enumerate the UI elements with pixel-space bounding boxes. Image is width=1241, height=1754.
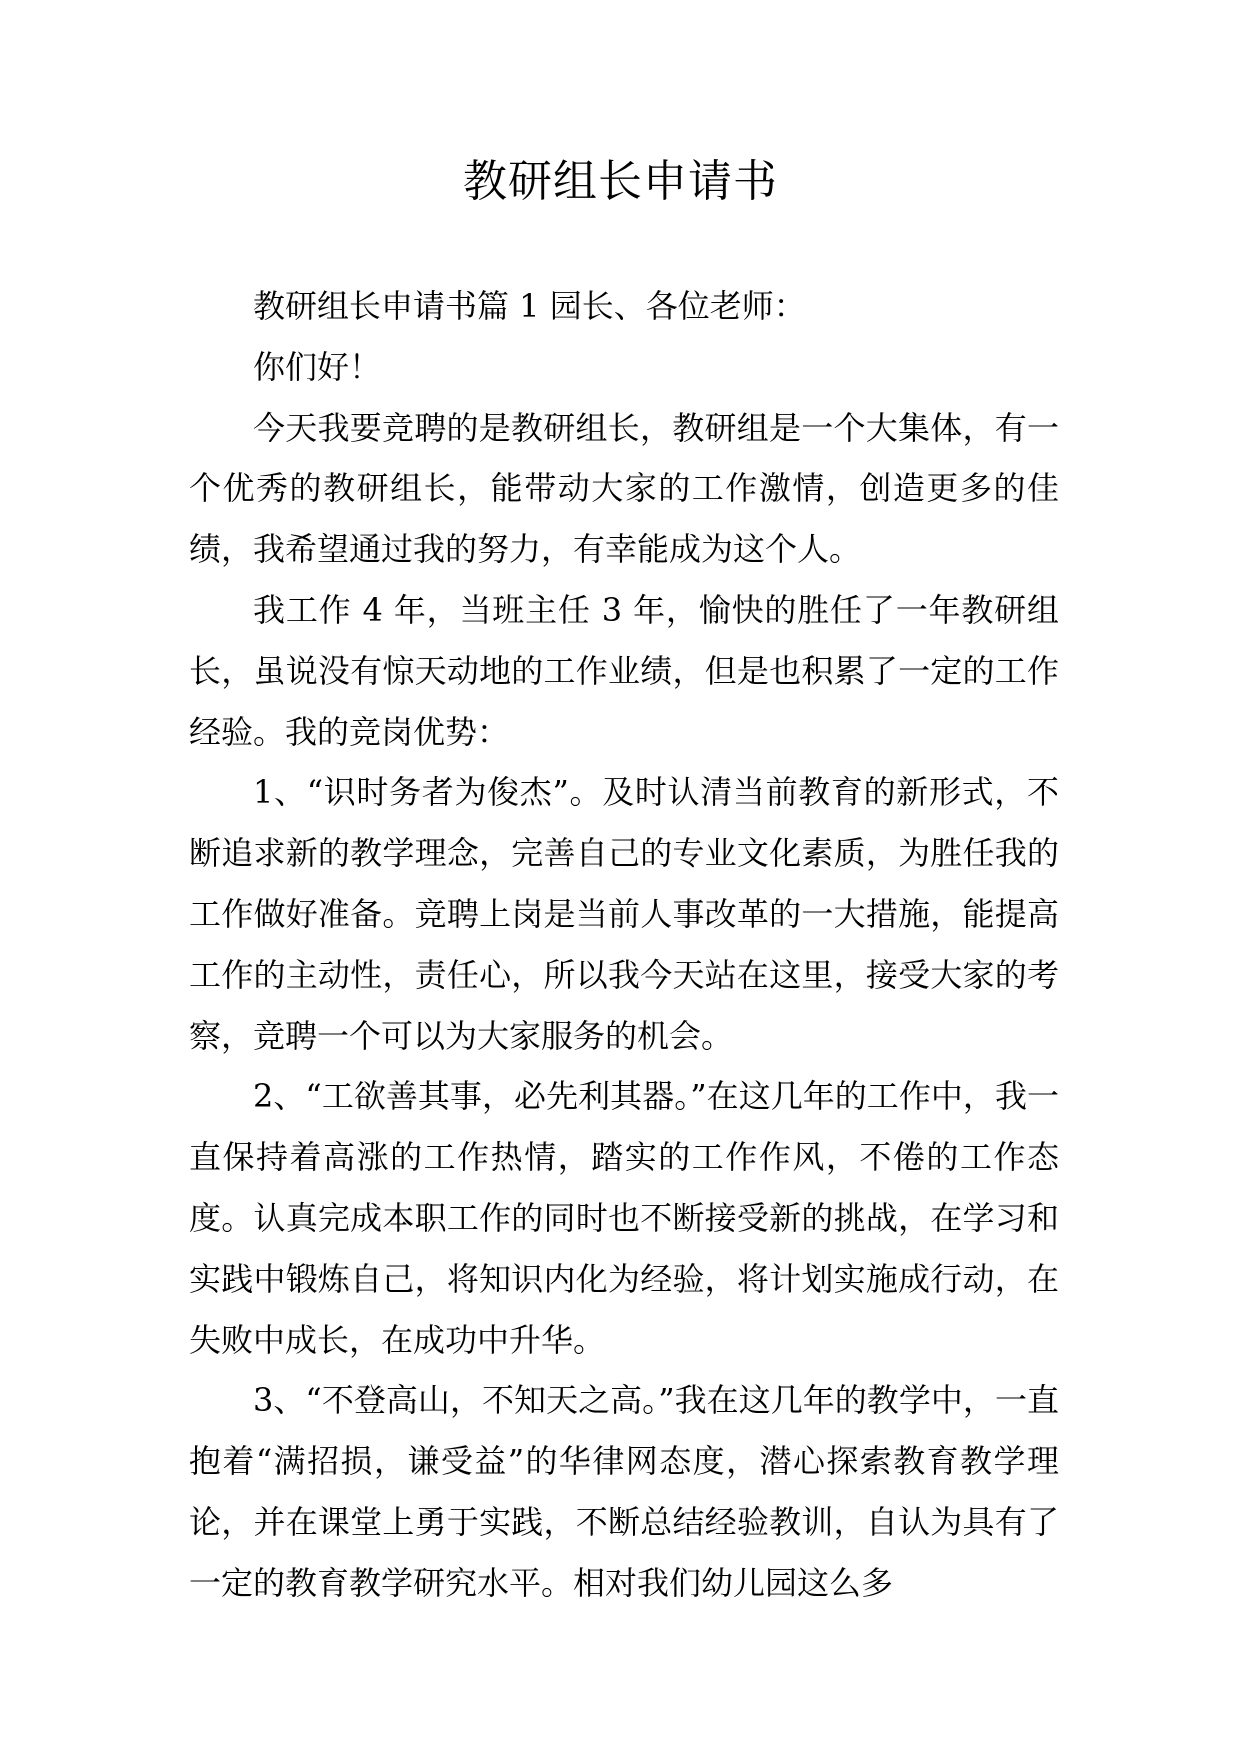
paragraph-point-3: 3、“不登高山，不知天之高。”我在这几年的教学中，一直抱着“满招损，谦受益”的华律网态度，潜心探索教育教学理论，并在课堂上勇于实践，不断总结经验教训，自认为具有了一定的教育教学研究水平。相对我们幼儿园这么多 [189,1381,1059,1602]
paragraph-point-2: 2、“工欲善其事，必先利其器。”在这几年的工作中，我一直保持着高涨的工作热情，踏实的工作作风，不倦的工作态度。认真完成本职工作的同时也不断接受新的挑战，在学习和实践中锻炼自己，将知识内化为经验，将计划实施成行动，在失败中成长，在成功中升华。 [189,1077,1059,1359]
document-title: 教研组长申请书 [463,156,778,207]
document-body [189,276,1059,1614]
paragraph-intro: 今天我要竞聘的是教研组长，教研组是一个大集体，有一个优秀的教研组长，能带动大家的工作激情，创造更多的佳绩，我希望通过我的努力，有幸能成为这个人。 [189,408,1059,569]
paragraph-hello: 你们好！ [253,347,382,386]
paragraph-point-1: 1、“识时务者为俊杰”。及时认清当前教育的新形式，不断追求新的教学理念，完善自己的专业文化素质，为胜任我的工作做好准备。竞聘上岗是当前人事改革的一大措施，能提高工作的主动性，责任心，所以我今天站在这里，接受大家的考察，竞聘一个可以为大家服务的机会。 [189,773,1059,1055]
paragraph-greeting-line: 教研组长申请书篇 1 园长、各位老师： [253,287,806,325]
paragraph-experience: 我工作 4 年，当班主任 3 年，愉快的胜任了一年教研组长，虽说没有惊天动地的工作业绩，但是也积累了一定的工作经验。我的竞岗优势： [189,590,1059,751]
